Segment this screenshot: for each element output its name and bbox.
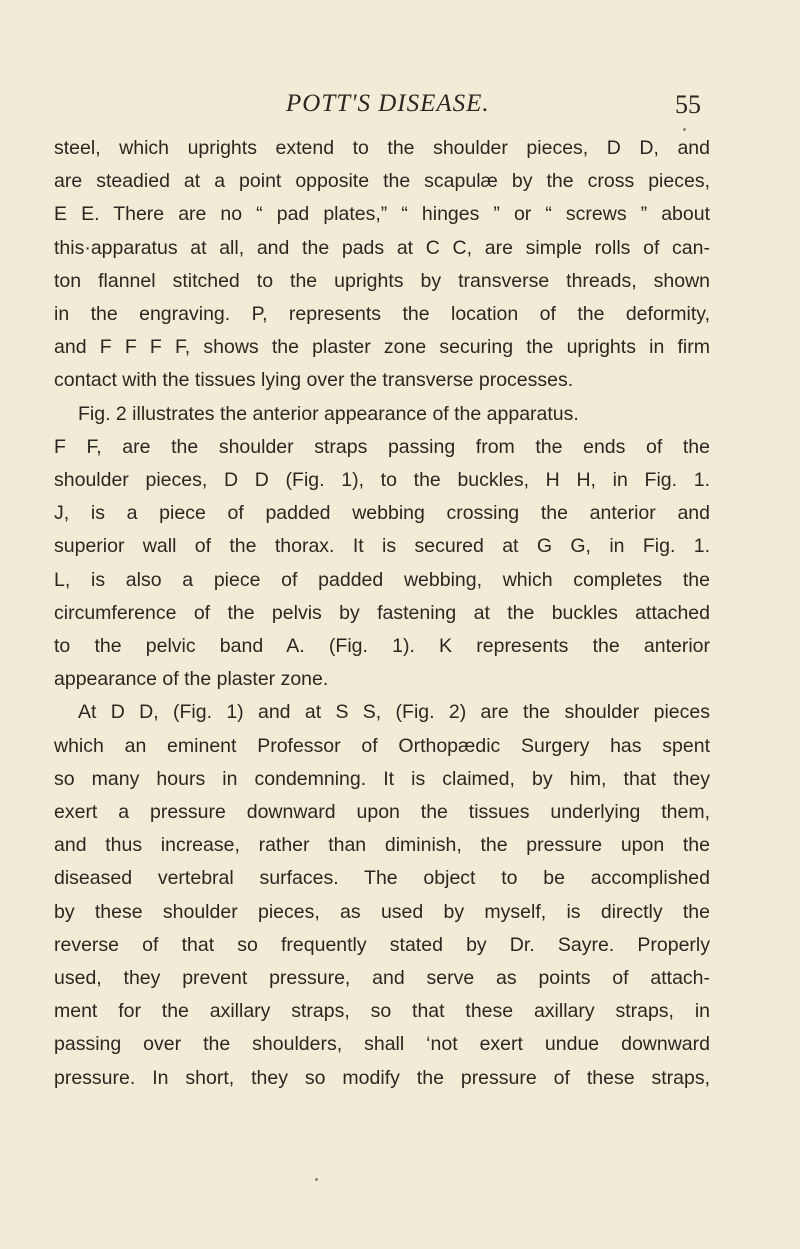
text-line: Fig. 2 illustrates the anterior appearance of the apparatus. xyxy=(78,402,579,425)
text-line: exert a pressure downward upon the tissues underlying them, xyxy=(54,801,710,824)
text-line: pressure. In short, they so modify the pressure of these straps, xyxy=(54,1066,710,1089)
text-line: reverse of that so frequently stated by Dr. Sayre. Properly xyxy=(54,933,710,956)
text-line: in the engraving. P, represents the location of the deformity, xyxy=(54,303,710,326)
text-line: J, is a piece of padded webbing crossing the anterior and xyxy=(54,502,710,525)
text-line: superior wall of the thorax. It is secured at G G, in Fig. 1. xyxy=(54,535,710,558)
running-head: POTT'S DISEASE. xyxy=(286,90,490,117)
text-line: E E. There are no “ pad plates,” “ hinges ” or “ screws ” about xyxy=(54,203,710,226)
text-line: F F, are the shoulder straps passing from the ends of the xyxy=(54,435,710,458)
text-line: this·apparatus at all, and the pads at C C, are simple rolls of can- xyxy=(54,236,710,259)
text-line: by these shoulder pieces, as used by myself, is directly the xyxy=(54,900,710,923)
text-line: contact with the tissues lying over the transverse processes. xyxy=(54,369,574,392)
text-line: circumference of the pelvis by fastening at the buckles attached xyxy=(54,601,710,624)
paper-speck xyxy=(315,1178,318,1181)
text-line: to the pelvic band A. (Fig. 1). K represents the anterior xyxy=(54,635,710,658)
text-line: so many hours in condemning. It is claimed, by him, that they xyxy=(54,767,710,790)
text-line: passing over the shoulders, shall ‘not exert undue downward xyxy=(54,1033,710,1056)
text-line: which an eminent Professor of Orthopædic Surgery has spent xyxy=(54,734,710,757)
text-line: diseased vertebral surfaces. The object to be accomplished xyxy=(54,867,710,890)
text-line: At D D, (Fig. 1) and at S S, (Fig. 2) are the shoulder pieces xyxy=(78,701,710,724)
text-line: ton flannel stitched to the uprights by transverse threads, shown xyxy=(54,269,710,292)
text-line: are steadied at a point opposite the scapulæ by the cross pieces, xyxy=(54,170,710,193)
text-line: and F F F F, shows the plaster zone securing the uprights in firm xyxy=(54,336,710,359)
text-line: ment for the axillary straps, so that these axillary straps, in xyxy=(54,1000,710,1023)
text-line: shoulder pieces, D D (Fig. 1), to the buckles, H H, in Fig. 1. xyxy=(54,469,710,492)
page-number: 55 xyxy=(675,90,701,119)
text-line: and thus increase, rather than diminish, the pressure upon the xyxy=(54,834,710,857)
body-text xyxy=(54,132,710,1095)
text-line: L, is also a piece of padded webbing, which completes the xyxy=(54,568,710,591)
text-line: used, they prevent pressure, and serve as points of attach- xyxy=(54,967,710,990)
paper-speck xyxy=(683,128,686,131)
text-line: appearance of the plaster zone. xyxy=(54,668,329,691)
text-line: steel, which uprights extend to the shoulder pieces, D D, and xyxy=(54,137,710,159)
